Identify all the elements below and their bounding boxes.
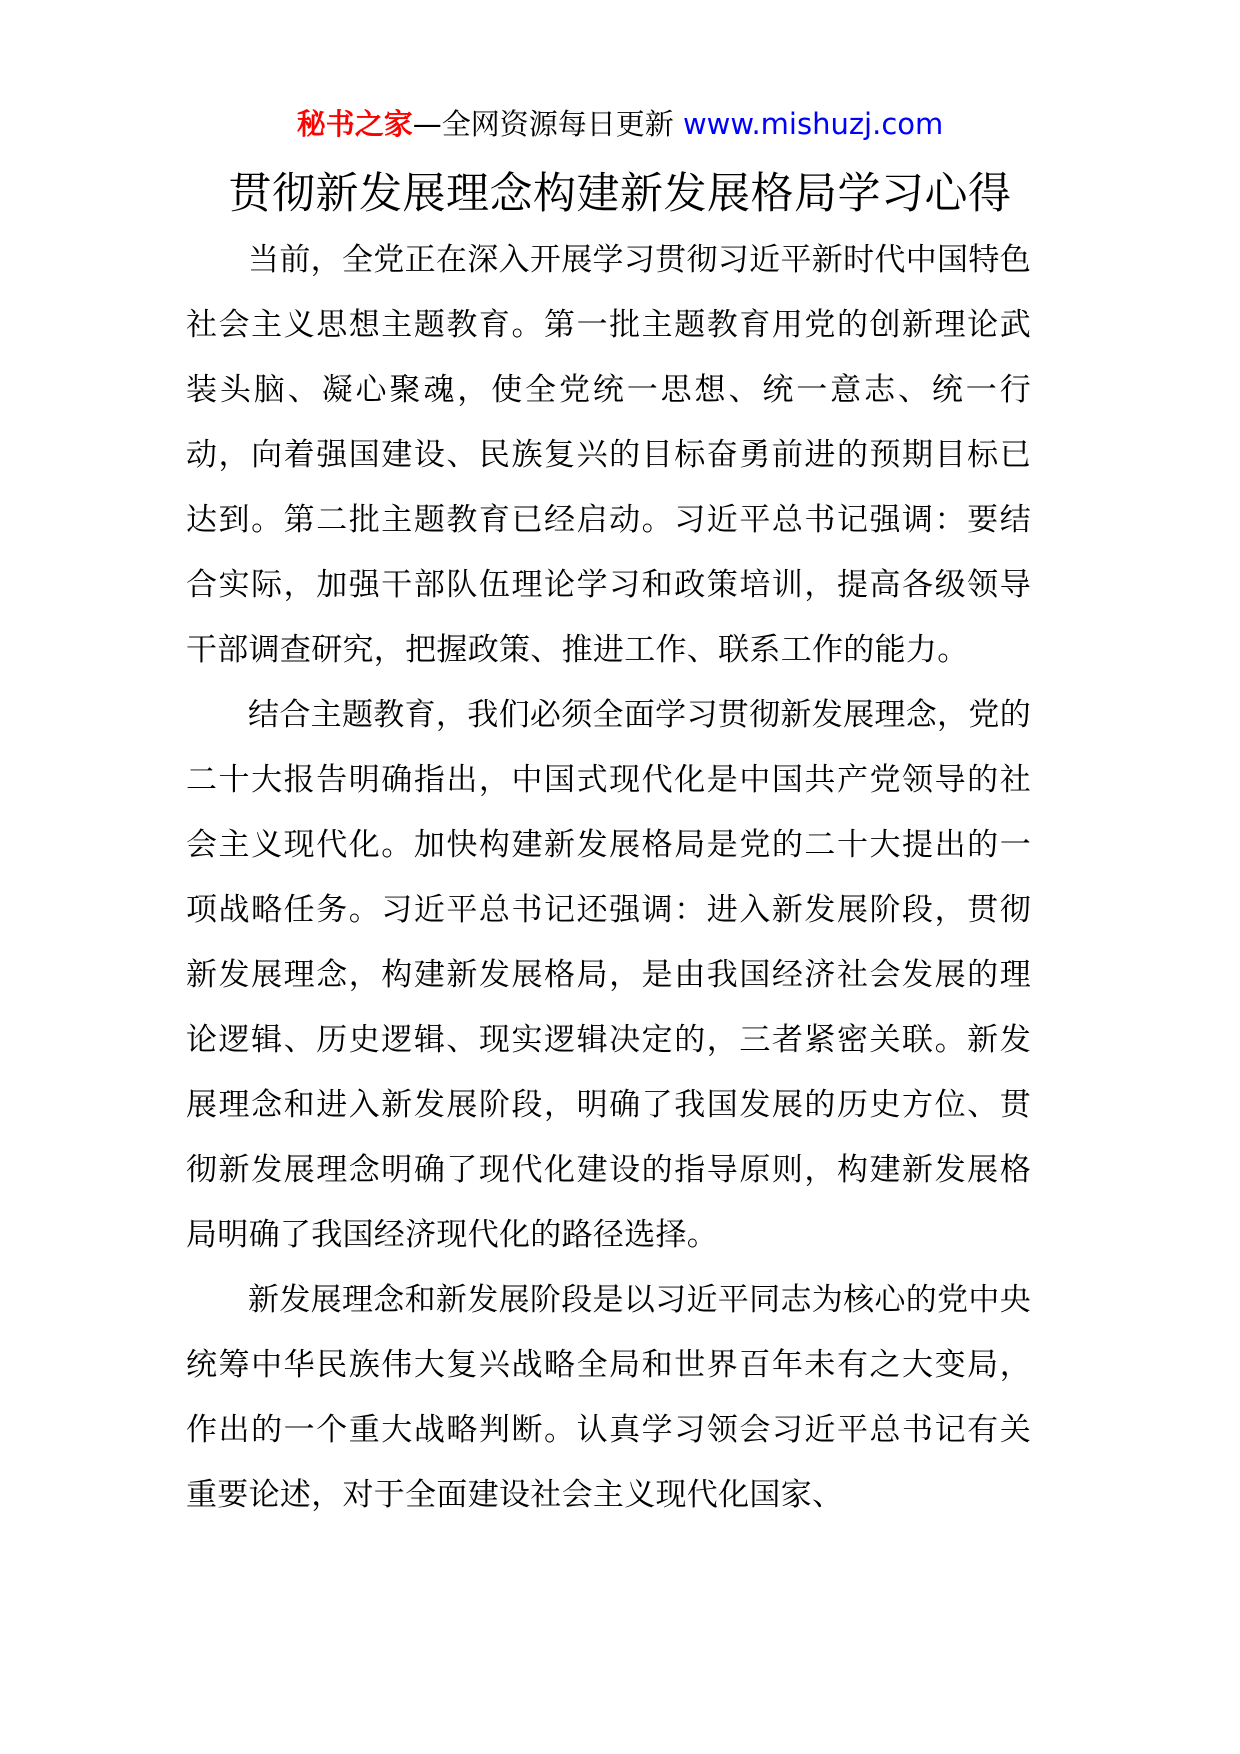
site-slogan: —全网资源每日更新	[412, 107, 683, 141]
document-title: 贯彻新发展理念构建新发展格局学习心得	[228, 169, 1012, 219]
site-url-link[interactable]: www.mishuzj.com	[682, 107, 944, 141]
paragraph-3: 新发展理念和新发展阶段是以习近平同志为核心的党中央统筹中华民族伟大复兴战略全局和世界百年未有之大变局，作出的一个重大战略判断。认真学习领会习近平总书记有关重要论述，对于全面建设社会主义现代化国家、	[186, 1282, 1031, 1513]
site-brand: 秘书之家	[296, 107, 413, 141]
document-body	[186, 228, 1031, 1528]
site-header	[0, 104, 1240, 144]
paragraph-2: 结合主题教育，我们必须全面学习贯彻新发展理念，党的二十大报告明确指出，中国式现代化是中国共产党领导的社会主义现代化。加快构建新发展格局是党的二十大提出的一项战略任务。习近平总书记还强调：进入新发展阶段，贯彻新发展理念，构建新发展格局，是由我国经济社会发展的理论逻辑、历史逻辑、现实逻辑决定的，三者紧密关联。新发展理念和进入新发展阶段，明确了我国发展的历史方位、贯彻新发展理念明确了现代化建设的指导原则，构建新发展格局明确了我国经济现代化的路径选择。	[186, 697, 1031, 1253]
paragraph-1: 当前，全党正在深入开展学习贯彻习近平新时代中国特色社会主义思想主题教育。第一批主题教育用党的创新理论武装头脑、凝心聚魂，使全党统一思想、统一意志、统一行动，向着强国建设、民族复兴的目标奋勇前进的预期目标已达到。第二批主题教育已经启动。习近平总书记强调：要结合实际，加强干部队伍理论学习和政策培训，提高各级领导干部调查研究，把握政策、推进工作、联系工作的能力。	[186, 242, 1031, 668]
